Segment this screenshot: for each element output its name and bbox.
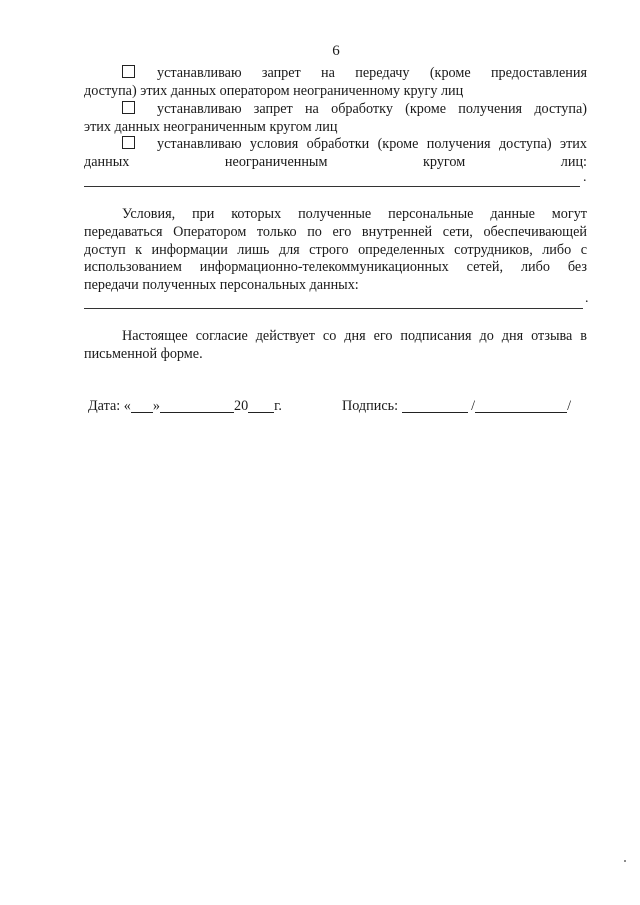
option-3-text-1: устанавливаю условия обработки (кроме получения доступа) этих: [157, 136, 587, 152]
date-open-quote: «: [123, 398, 131, 414]
date-year-suffix: г.: [274, 398, 282, 414]
signature-blank[interactable]: [402, 398, 468, 413]
option-1-text-1: устанавливаю запрет на передачу (кроме предоставления: [157, 65, 587, 81]
checkbox-option-2[interactable]: [122, 101, 135, 114]
signature-field: [342, 398, 571, 415]
signature-separator-2: /: [567, 398, 572, 414]
option-3-line-2: данных неограниченным кругом лиц:: [84, 154, 587, 170]
validity-line-2: письменной форме.: [84, 346, 203, 362]
date-year-blank[interactable]: [248, 398, 274, 413]
page-number: 6: [332, 43, 340, 59]
signature-label: Подпись:: [342, 398, 399, 414]
conditions-line-end: .: [585, 291, 589, 306]
date-close-quote: »: [152, 398, 160, 414]
signature-name-blank[interactable]: [475, 398, 567, 413]
date-year-prefix: 20: [233, 398, 249, 414]
conditions-line-2: передаваться Оператором только по его внутренней сети, обеспечивающей: [84, 224, 587, 240]
option-2-line-2: этих данных неограниченным кругом лиц: [84, 119, 338, 135]
scan-speck: [624, 860, 626, 862]
option-2-line-1: [84, 100, 587, 118]
option-1-line-1: [84, 64, 587, 82]
signature-separator-1: /: [471, 398, 476, 414]
date-day-blank[interactable]: [131, 398, 153, 413]
checkbox-option-1[interactable]: [122, 65, 135, 78]
option-3-line-1: [84, 135, 587, 153]
option-3-fill-line[interactable]: [84, 186, 580, 187]
conditions-line-1: Условия, при которых полученные персональные данные могут: [122, 206, 587, 222]
date-field: [88, 398, 282, 415]
conditions-line-4: использованием информационно-телекоммуникационных сетей, либо без: [84, 259, 587, 275]
conditions-line-3: доступ к информации лишь для строго определенных сотрудников, либо с: [84, 242, 587, 258]
option-1-line-2: доступа) этих данных оператором неограниченному кругу лиц: [84, 83, 464, 99]
conditions-fill-line[interactable]: [84, 308, 583, 309]
validity-line-1: Настоящее согласие действует со дня его подписания до дня отзыва в: [122, 328, 587, 344]
date-month-blank[interactable]: [160, 398, 234, 413]
date-label: Дата:: [88, 398, 121, 414]
checkbox-option-3[interactable]: [122, 136, 135, 149]
conditions-line-5: передачи полученных персональных данных:: [84, 277, 359, 293]
option-2-text-1: устанавливаю запрет на обработку (кроме получения доступа): [157, 101, 587, 117]
option-3-line-end: .: [583, 170, 587, 185]
